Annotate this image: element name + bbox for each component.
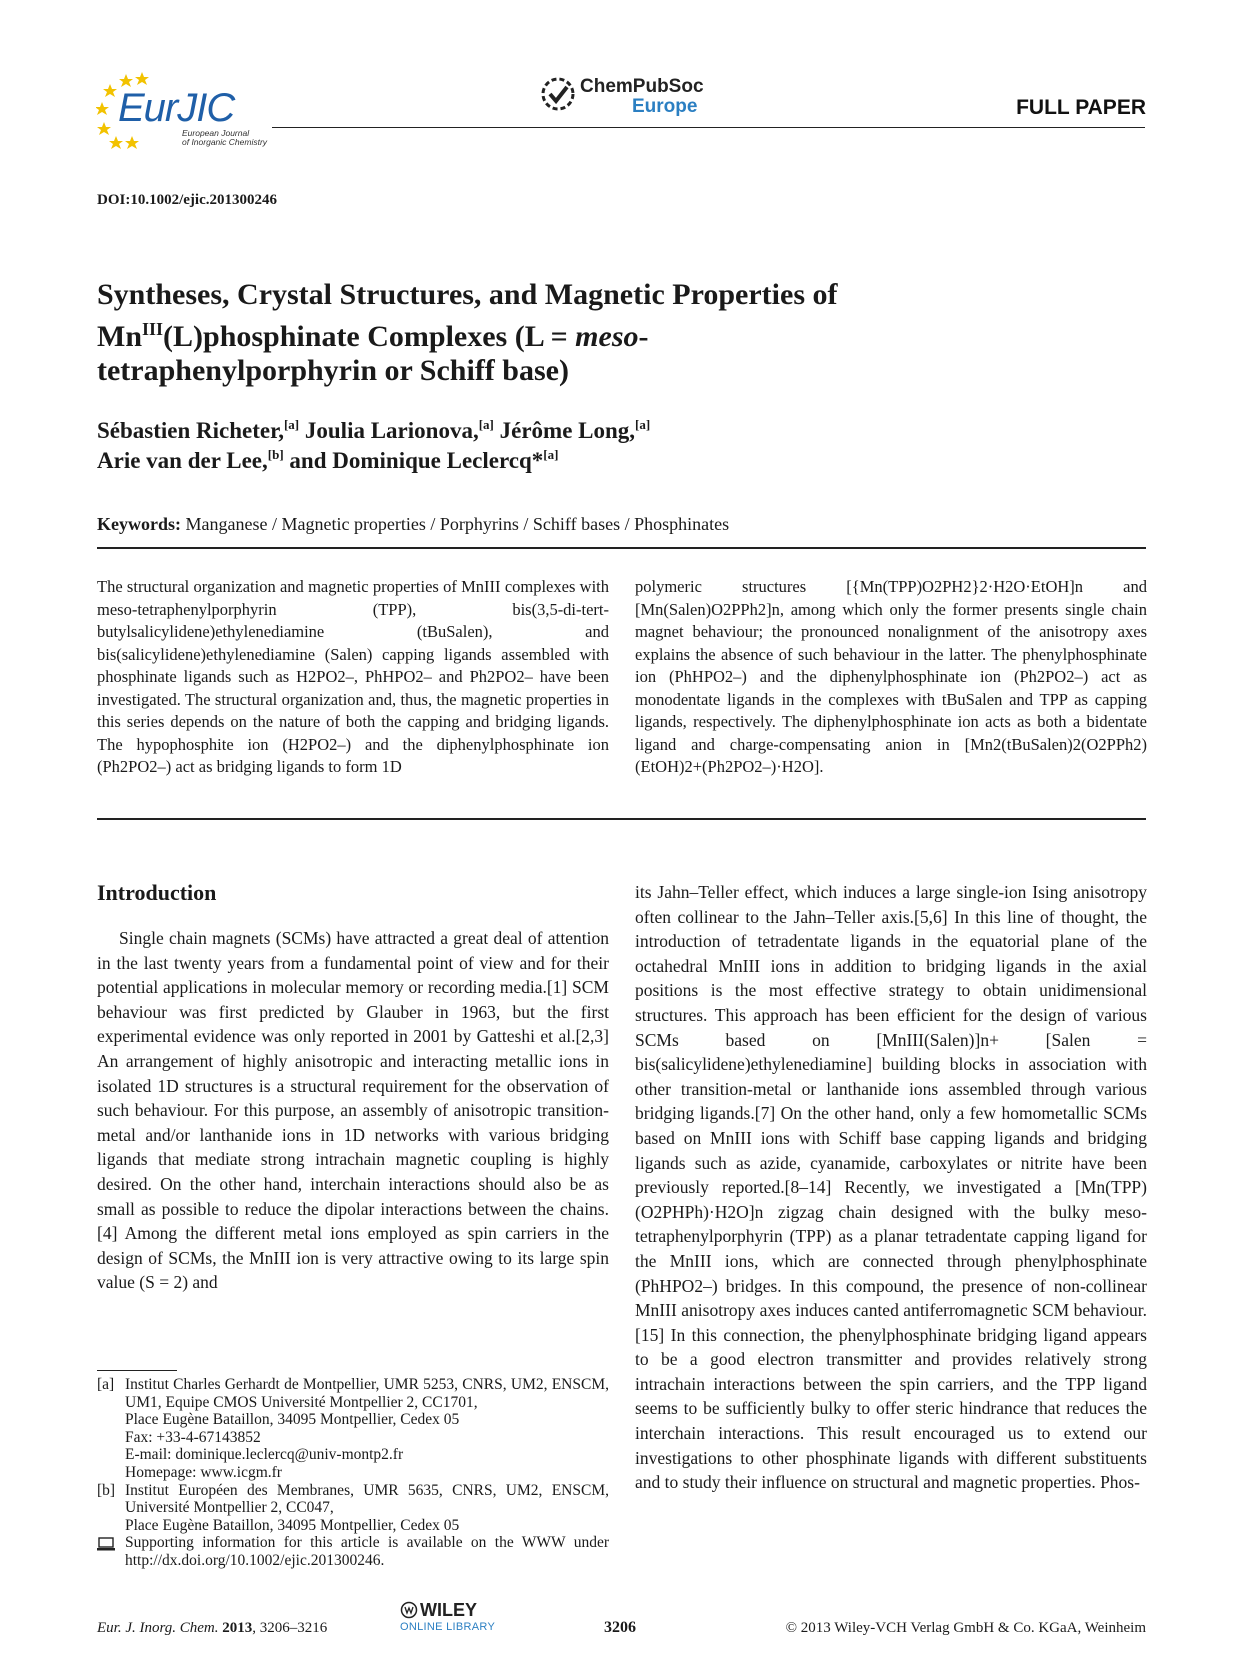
abstract-top-rule (97, 547, 1146, 549)
supporting-info-link[interactable]: Supporting information for this article is available on the WWW under http://dx.doi.org/10.1002/ejic.201300246. (125, 1534, 609, 1569)
article-title: Syntheses, Crystal Structures, and Magnetic Properties of $Mn^{III}(L)phosphinate$ Complexes (L = meso-tetraphenylporphyrin or Schiff base) (97, 278, 838, 387)
intro-right-column (635, 880, 1147, 1495)
author: Sébastien Richeter,[a] (97, 417, 300, 443)
publisher-sub: ONLINE LIBRARY (400, 1621, 496, 1633)
keywords (97, 514, 1147, 535)
affiliation-mark: [a] (97, 1376, 115, 1393)
email-link[interactable]: E-mail: dominique.leclercq@univ-montp2.fr (125, 1446, 404, 1464)
journal-logo (96, 70, 286, 150)
intro-paragraph: its Jahn–Teller effect, which induces a large single-ion Ising anisotropy often collinear to the Jahn–Teller axis.[5,6] In this line of thought, the introduction of tetradentate ligands in the equatorial plane of the octahedral MnIII ions in addition to bridging ligands in the axial positions is the most effective strategy to obtain unidimensional structures. This approach has been efficient for the design of various SCMs based on [MnIII(Salen)]n+ [Salen = bis(salicylidene)ethylenediamine] building blocks in association with other transition-metal or lanthanide ions assembled through various bridging ligands.[7] On the other hand, only a few homometallic SCMs based on MnIII ions with Schiff base capping ligands and bridging ligands such as azide, cyanamide, carboxylates or nitrite have been previously reported.[8–14] Recently, we investigated a [Mn(TPP)(O2PHPh)·H2O]n zigzag chain designed with the bulky meso-tetraphenylporphyrin (TPP) as a planar tetradentate capping ligand for the MnIII ions, which are connected through phenylphosphinate (PhHPO2–) bridges. In this compound, the presence of non-collinear MnIII anisotropy axes induces canted antiferromagnetic SCM behaviour.[15] In this connection, the phenylphosphinate bridging ligand appears to be a good electron transmitter and provides relatively strong intrachain interactions between the spin carriers, and the TPP ligand seems to be sufficiently bulky to offer steric hindrance that reduces the interchain interactions. This result encouraged us to extend our investigations to other phosphinate ligands with different substituents and to study their influence on structural and magnetic properties. Phos- (635, 882, 1147, 1493)
abstract-bottom-rule (97, 818, 1146, 820)
computer-icon (97, 1537, 115, 1551)
society-name: ChemPubSoc (580, 76, 704, 97)
intro-left-column (97, 926, 609, 1295)
journal-wordmark: EurJIC (118, 86, 235, 130)
footnotes (97, 1376, 609, 1570)
header-rule (272, 127, 1145, 128)
author: and Dominique Leclercq*[a] (289, 447, 559, 473)
keywords-label: Keywords: (97, 514, 181, 534)
society-region: Europe (632, 96, 698, 117)
journal-subtitle-line1: European Journal (182, 128, 250, 138)
footnote-rule (97, 1370, 177, 1371)
abstract-left-column: The structural organization and magnetic properties of MnIII complexes with meso-tetraphenylporphyrin (TPP), bis(3,5-di-tert-butylsalicylidene)ethylenediamine (tBuSalen), and bis(salicylidene)ethylenediamine (Salen) capping ligands assembled with phosphinate ligands such as H2PO2–, PhHPO2– and Ph2PO2– have been investigated. The structural organization and, thus, the magnetic properties in this series depends on the nature of both the capping and bridging ligands. The hypophosphite ion (H2PO2–) and the diphenylphosphinate ion (Ph2PO2–) act as bridging ligands to form 1D (97, 577, 609, 776)
affiliation-mark: [b] (97, 1481, 116, 1499)
supporting-info (97, 1534, 609, 1569)
article-type-label: FULL PAPER (1016, 96, 1146, 119)
footer-citation: Eur. J. Inorg. Chem. 2013, 3206–3216 (97, 1620, 328, 1636)
page-number: 3206 (604, 1619, 636, 1636)
abstract-right-column: polymeric structures [{Mn(TPP)O2PH2}2·H2O·EtOH]n and [Mn(Salen)O2PPh2]n, among which only the former presents single chain magnet behaviour; the pronounced nonalignment of the anisotropy axes explains the absence of such behaviour in the latter. The phenylphosphinate ion (PhHPO2–) and the diphenylphosphinate ion (Ph2PO2–) act as monodentate ligands in the complexes with tBuSalen and TPP as capping ligands, respectively. The diphenylphosphinate ion acts as both a bidentate ligand and charge-compensating anion in [Mn2(tBuSalen)2(O2PPh2)(EtOH)2+(Ph2PO2–)·H2O]. (635, 577, 1147, 776)
copyright: © 2013 Wiley-VCH Verlag GmbH & Co. KGaA, Weinheim (785, 1620, 1146, 1636)
author-list (97, 416, 997, 476)
author: Joulia Larionova,[a] (304, 417, 494, 443)
affiliation-b: [b] Institut Européen des Membranes, UMR 5635, CNRS, UM2, ENSCM, Université Montpellier 2, CC047, Place Eugène Bataillon, 34095 Montpellier, Cedex 05 (97, 1481, 609, 1534)
society-emblem-icon (540, 76, 576, 112)
journal-subtitle-line2: of Inorganic Chemistry (182, 137, 268, 147)
keywords-text: Manganese / Magnetic properties / Porphyrins / Schiff bases / Phosphinates (185, 514, 730, 534)
section-heading: Introduction (97, 880, 217, 905)
doi: DOI:10.1002/ejic.201300246 (97, 192, 277, 208)
author: Jérôme Long,[a] (499, 417, 651, 443)
intro-paragraph: Single chain magnets (SCMs) have attracted a great deal of attention in the last twenty years from a fundamental point of view and for their potential applications in molecular memory or recording media.[1] SCM behaviour was first predicted by Glauber in 1963, but the first experimental evidence was only reported in 2001 by Gatteshi et al.[2,3] An arrangement of highly anisotropic and interacting metallic ions in isolated 1D structures is a structural requirement for the observation of such behaviour. For this purpose, an assembly of anisotropic transition-metal and/or lanthanide ions in 1D networks with various bridging ligands that mediate strong intrachain magnetic coupling is highly desired. On the other hand, interchain interactions should also be as small as possible to reduce the dipolar interactions between the chains.[4] Among the different metal ions employed as spin carriers in the design of SCMs, the MnIII ion is very attractive owing to its large spin value (S = 2) and (97, 928, 609, 1293)
author: Arie van der Lee,[b] (97, 447, 284, 473)
publisher-logo (400, 1600, 510, 1640)
wiley-tree-icon (400, 1601, 418, 1619)
homepage-link[interactable]: Homepage: www.icgm.fr (125, 1463, 282, 1481)
publisher-name: WILEY (420, 1600, 477, 1620)
society-logo (540, 74, 730, 124)
affiliation-a: [a] Institut Charles Gerhardt de Montpellier, UMR 5253, CNRS, UM2, ENSCM, UM1, Equipe CMOS Université Montpellier 2, CC1701, Place Eugène Bataillon, 34095 Montpellier, Cedex 05 Fax: +33-4-67143852 E-mail: dominique.leclercq@univ-montp2.fr Homepage: www.icgm.fr (97, 1376, 609, 1481)
